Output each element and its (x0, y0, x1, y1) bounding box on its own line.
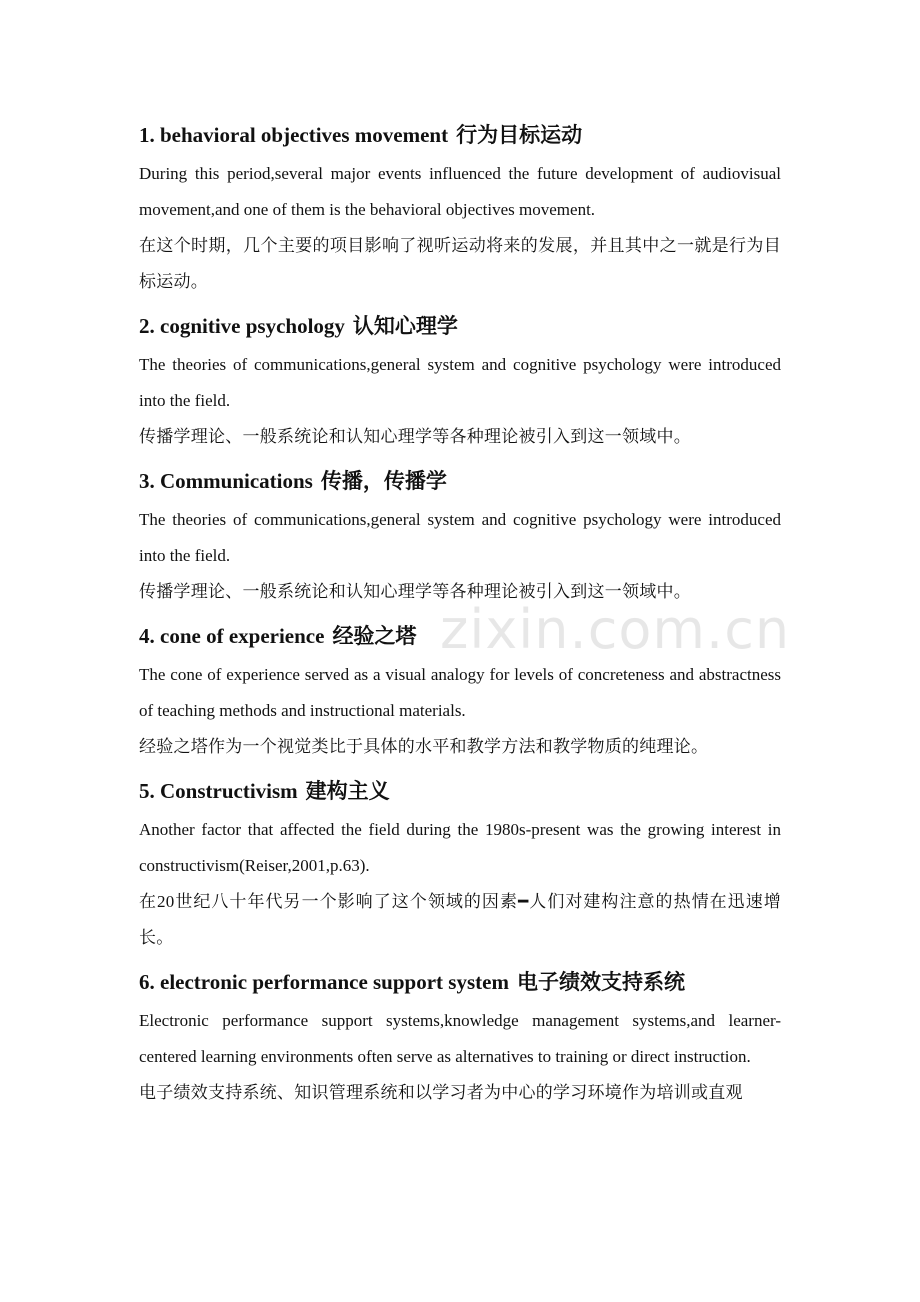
entry-chinese-text: 传播学理论、一般系统论和认知心理学等各种理论被引入到这一领域中。 (139, 427, 691, 446)
entry-term-en: cognitive psychology (160, 314, 345, 338)
entry-chinese-text: 在这个时期，几个主要的项目影响了视听运动将来的发展，并且其中之一就是行为目标运动。 (139, 236, 781, 291)
entry-heading (139, 464, 781, 498)
entry-term-zh: 经验之塔 (332, 624, 417, 648)
entry-term-en: Communications (160, 469, 313, 493)
entry-english-text: Another factor that affected the field during the 1980s-present was the growing interest in constructivism(Reiser,2001,p.63). (139, 820, 781, 875)
document-body (139, 118, 781, 1111)
entry-heading (139, 619, 781, 653)
entry-heading (139, 309, 781, 343)
entry-heading (139, 774, 781, 808)
entry-electronic-performance-support (139, 965, 781, 1111)
entry-chinese-text: 电子绩效支持系统、知识管理系统和以学习者为中心的学习环境作为培训或直观 (139, 1083, 743, 1102)
entry-term-en: cone of experience (160, 624, 325, 648)
entry-english-text: Electronic performance support systems,knowledge management systems,and learner-centered learning environments often serve as alternatives to training or direct instruction. (139, 1011, 781, 1066)
entry-number: 4. (139, 624, 155, 648)
entry-communications (139, 464, 781, 610)
entry-constructivism (139, 774, 781, 956)
entry-number: 2. (139, 314, 155, 338)
entry-term-zh: 电子绩效支持系统 (516, 970, 685, 994)
entry-cognitive-psychology (139, 309, 781, 455)
entry-number: 3. (139, 469, 155, 493)
entry-english-text: The theories of communications,general system and cognitive psychology were introduced into the field. (139, 510, 781, 565)
entry-term-zh: 建构主义 (305, 779, 390, 803)
entry-term-en: Constructivism (160, 779, 298, 803)
entry-behavioral-objectives (139, 118, 781, 300)
entry-chinese-text: 在20世纪八十年代另一个影响了这个领域的因素━人们对建构注意的热情在迅速增长。 (139, 892, 781, 947)
entry-term-en: behavioral objectives movement (160, 123, 449, 147)
entry-term-zh: 认知心理学 (352, 314, 458, 338)
entry-chinese-text: 经验之塔作为一个视觉类比于具体的水平和教学方法和教学物质的纯理论。 (139, 737, 709, 756)
entry-term-zh: 行为目标运动 (456, 123, 583, 147)
entry-english-text: During this period,several major events influenced the future development of audiovisual movement,and one of them is the behavioral objectives movement. (139, 164, 781, 219)
entry-english-text: The cone of experience served as a visual analogy for levels of concreteness and abstractness of teaching methods and instructional materials. (139, 665, 781, 720)
entry-heading (139, 965, 781, 999)
entry-chinese-text: 传播学理论、一般系统论和认知心理学等各种理论被引入到这一领域中。 (139, 582, 691, 601)
entry-english-text: The theories of communications,general system and cognitive psychology were introduced into the field. (139, 355, 781, 410)
entry-term-zh: 传播，传播学 (320, 469, 447, 493)
entry-number: 6. (139, 970, 155, 994)
watermark: zixin.com.cn (440, 598, 791, 661)
entry-number: 1. (139, 123, 155, 147)
entry-number: 5. (139, 779, 155, 803)
entry-cone-of-experience (139, 619, 781, 765)
entry-term-en: electronic performance support system (160, 970, 509, 994)
entry-heading (139, 118, 781, 152)
